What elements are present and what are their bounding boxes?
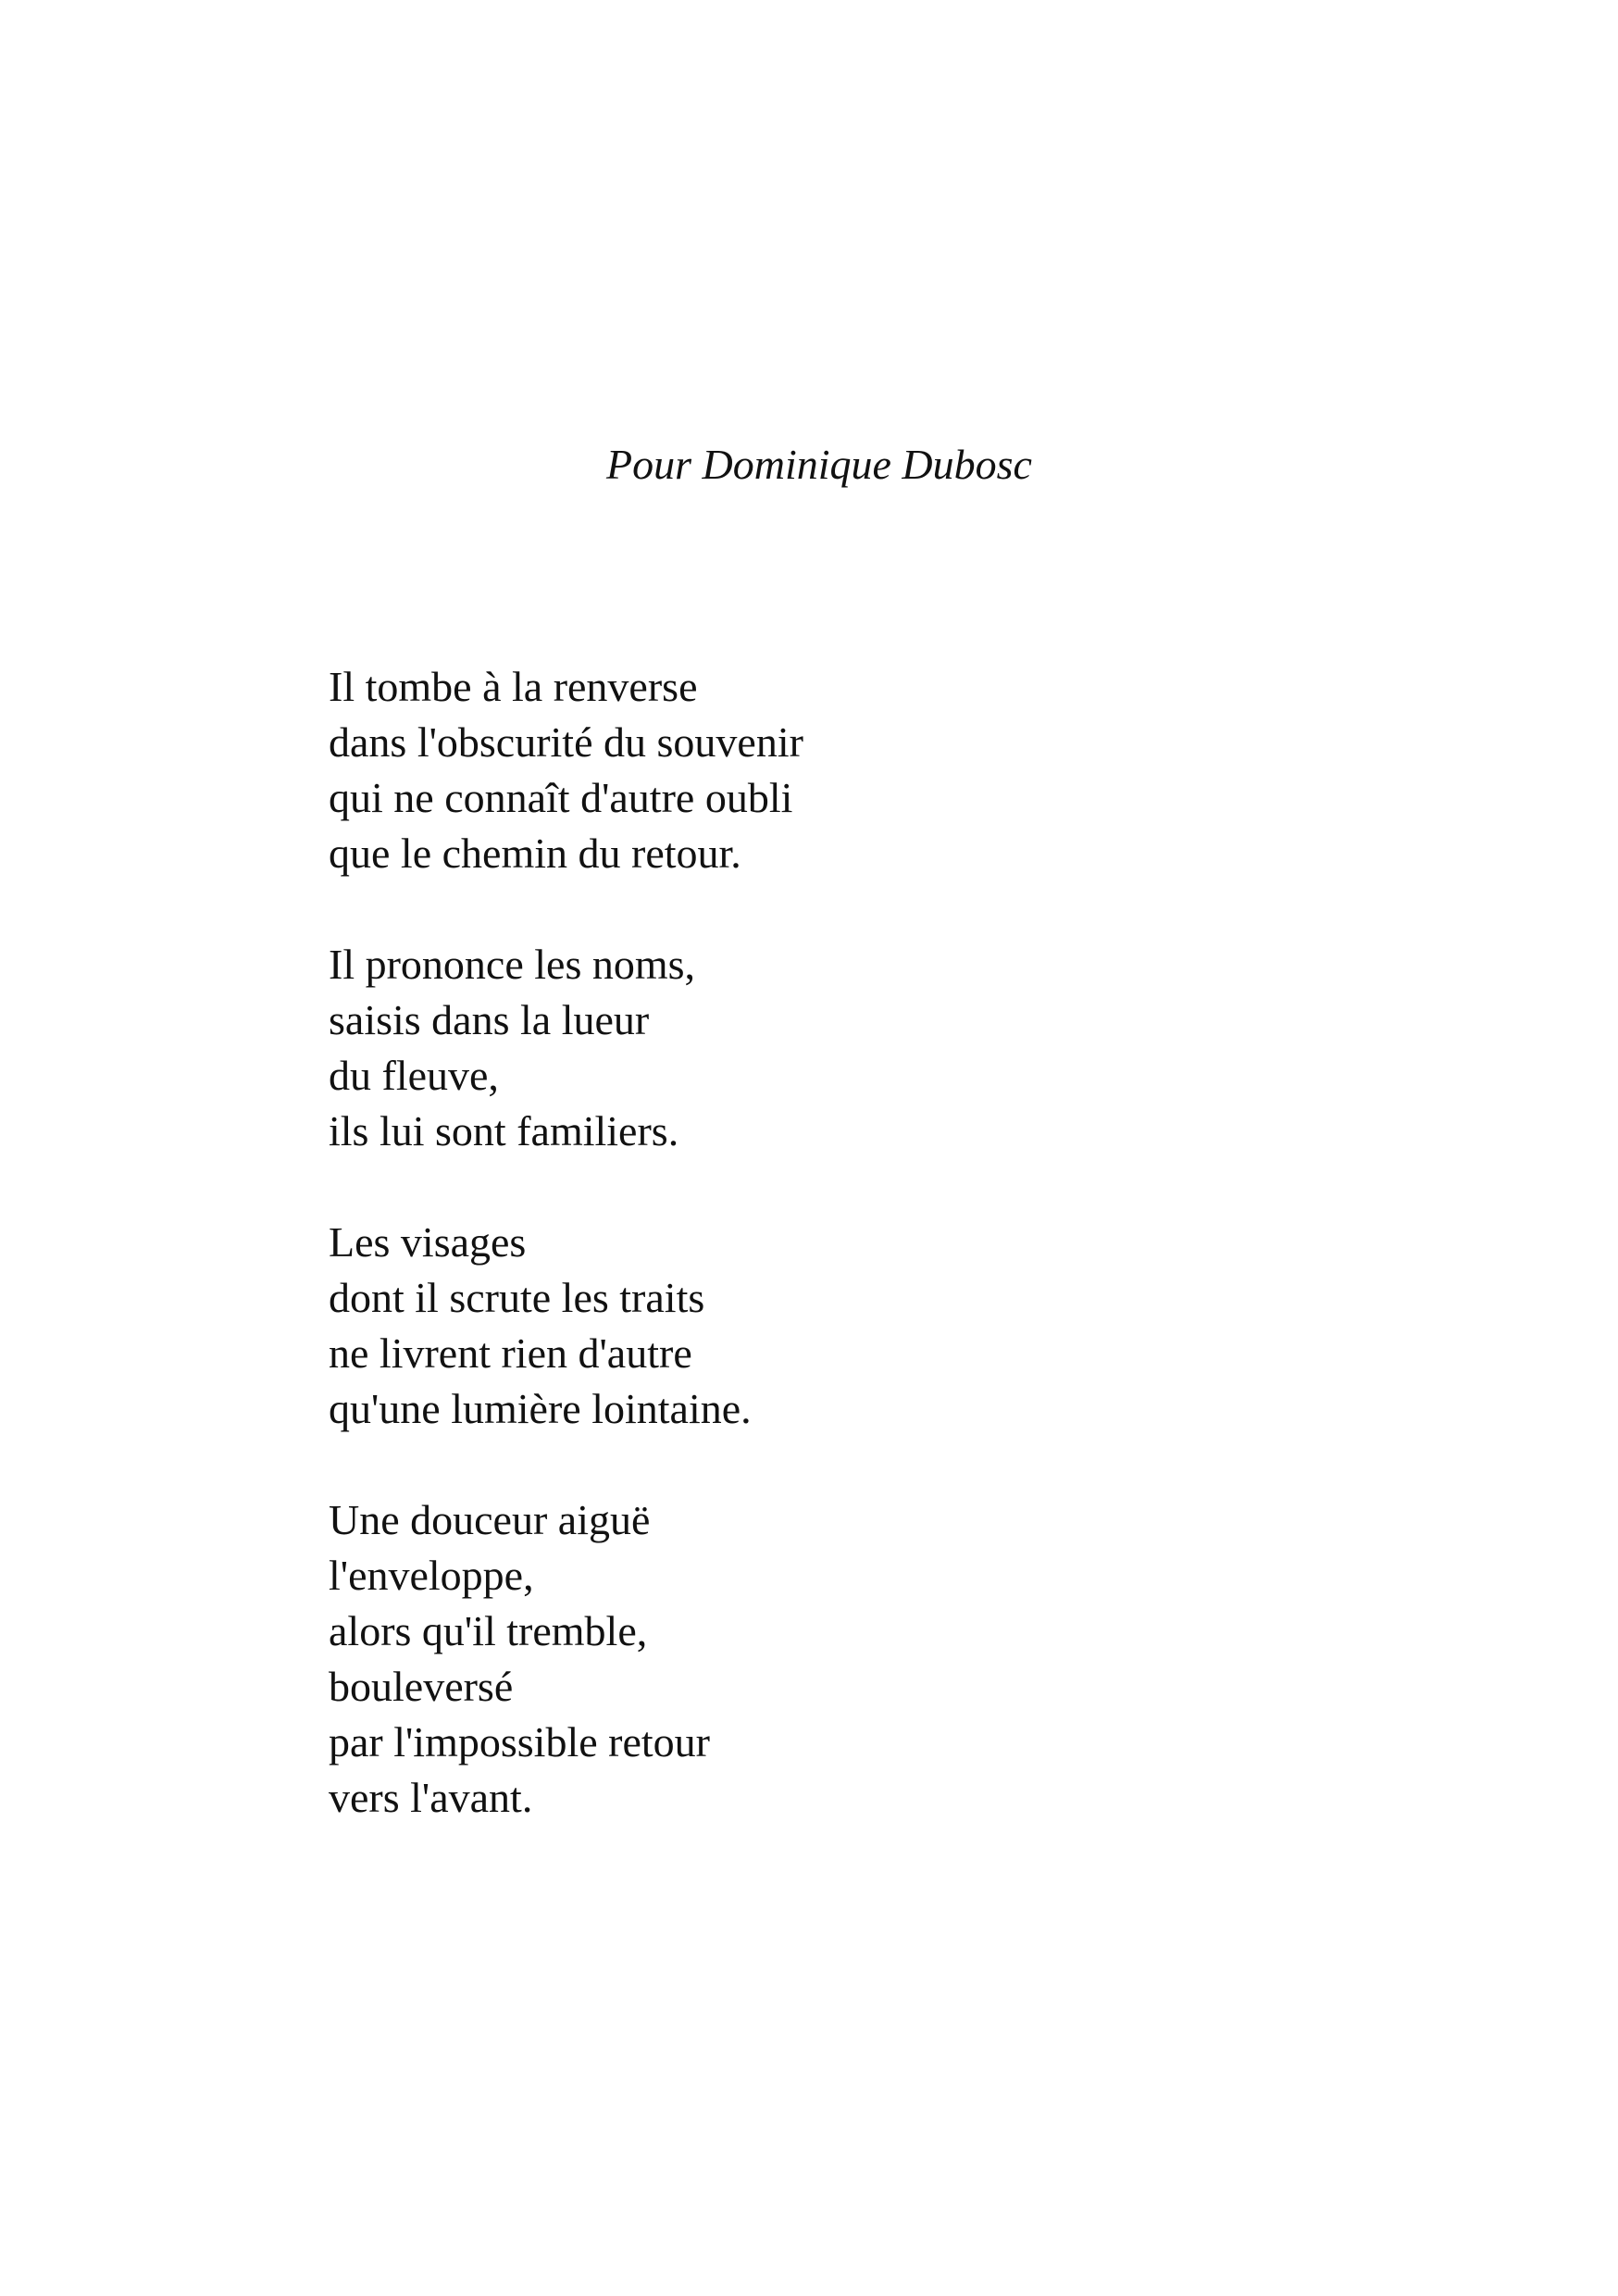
- poem-line: alors qu'il tremble,: [329, 1607, 648, 1654]
- poem-line: Il prononce les noms,: [329, 941, 696, 988]
- poem-line: Il tombe à la renverse: [329, 663, 698, 710]
- poem-line: bouleversé: [329, 1663, 514, 1710]
- poem-line: ils lui sont familiers.: [329, 1107, 679, 1154]
- poem-line: par l'impossible retour: [329, 1718, 710, 1766]
- stanza-2: [329, 937, 803, 1159]
- poem-line: dans l'obscurité du souvenir: [329, 718, 803, 766]
- dedication: Pour Dominique Dubosc: [606, 441, 1032, 488]
- poem-line: ne livrent rien d'autre: [329, 1329, 692, 1377]
- poem-line: saisis dans la lueur: [329, 996, 650, 1043]
- poem-line: que le chemin du retour.: [329, 830, 741, 877]
- poem-line: du fleuve,: [329, 1052, 499, 1099]
- poem-line: l'enveloppe,: [329, 1552, 534, 1599]
- poem: [329, 659, 803, 1826]
- stanza-1: [329, 659, 803, 881]
- poem-line: qu'une lumière lointaine.: [329, 1385, 752, 1432]
- poem-line: vers l'avant.: [329, 1774, 533, 1821]
- poem-line: qui ne connaît d'autre oubli: [329, 774, 793, 821]
- stanza-4: [329, 1492, 803, 1826]
- poem-line: dont il scrute les traits: [329, 1274, 705, 1321]
- poem-line: Les visages: [329, 1218, 527, 1266]
- stanza-3: [329, 1215, 803, 1437]
- poem-line: Une douceur aiguë: [329, 1496, 651, 1543]
